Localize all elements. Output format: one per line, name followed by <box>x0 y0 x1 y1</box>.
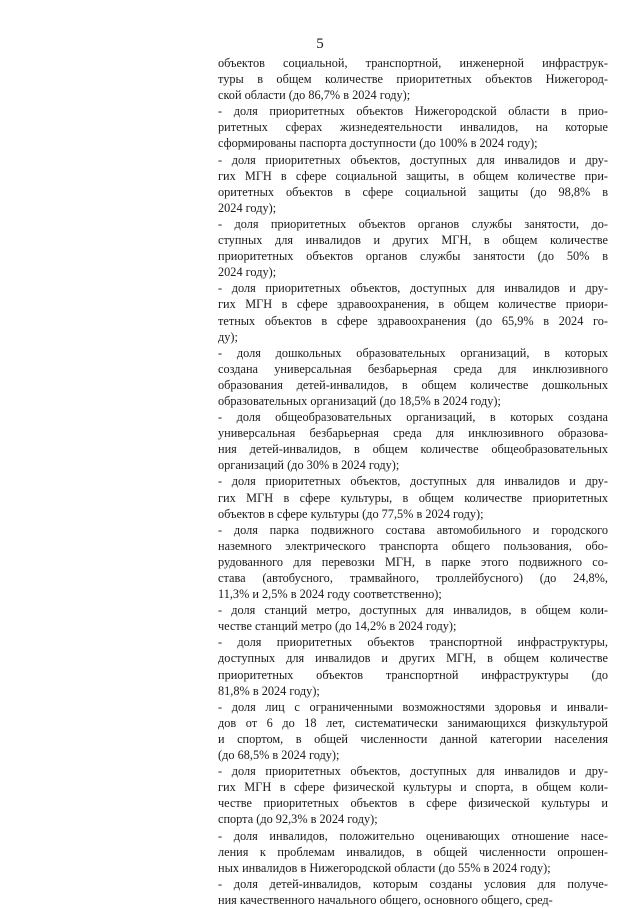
text-line: - доля дошкольных образовательных организаций, в которых <box>218 345 608 360</box>
paragraph <box>218 55 608 103</box>
text-line: - доля общеобразовательных организаций, в которых создана <box>218 410 608 425</box>
paragraph <box>218 763 608 827</box>
paragraph <box>218 280 608 344</box>
text-line: (до 68,5% в 2024 году); <box>218 748 340 763</box>
text-line: - доля приоритетных объектов, доступных для инвалидов и дру- <box>218 152 608 167</box>
text-line: гих МГН в сфере культуры, в общем количестве приоритетных <box>218 490 608 505</box>
text-line: - доля приоритетных объектов, доступных для инвалидов и дру- <box>218 281 608 296</box>
text-line: дов от 6 до 18 лет, систематически занимающихся физкультурой <box>218 715 608 730</box>
text-line: - доля лиц с ограниченными возможностями здоровья и инвали- <box>218 699 608 714</box>
text-line: гих МГН в сфере здравоохранения, в общем количестве приори- <box>218 297 608 312</box>
text-line: - доля парка подвижного состава автомобильного и городского <box>218 522 608 537</box>
text-line: гих МГН в сфере социальной защиты, в общем количестве при- <box>218 168 608 183</box>
text-line: 11,3% и 2,5% в 2024 году соответственно); <box>218 587 442 602</box>
text-line: - доля приоритетных объектов транспортной инфраструктуры, <box>218 635 608 650</box>
text-line: организаций (до 30% в 2024 году); <box>218 458 400 473</box>
text-line: универсальная безбарьерная среда для инклюзивного образова- <box>218 426 608 441</box>
paragraph <box>218 345 608 409</box>
text-line: ния качественного начального общего, основного общего, сред- <box>218 892 553 907</box>
paragraph <box>218 828 608 876</box>
paragraph <box>218 473 608 521</box>
text-line: честве станций метро (до 14,2% в 2024 году); <box>218 619 457 634</box>
text-line: объектов социальной, транспортной, инженерной инфраструк- <box>218 56 608 70</box>
document-body <box>218 55 608 908</box>
text-line: - доля приоритетных объектов органов службы занятости, до- <box>218 216 608 231</box>
text-line: оритетных объектов в сфере социальной защиты (до 98,8% в <box>218 184 608 199</box>
text-line: приоритетных объектов органов службы занятости (до 50% в <box>218 249 608 264</box>
text-line: сформированы паспорта доступности (до 100% в 2024 году); <box>218 136 538 151</box>
paragraph <box>218 699 608 763</box>
text-line: - доля приоритетных объектов, доступных для инвалидов и дру- <box>218 764 608 779</box>
text-line: тетных объектов в сфере здравоохранения (до 65,9% в 2024 го- <box>218 313 608 328</box>
paragraph <box>218 152 608 216</box>
text-line: - доля инвалидов, положительно оценивающих отношение насе- <box>218 828 608 843</box>
paragraph <box>218 216 608 280</box>
text-line: 2024 году); <box>218 265 277 280</box>
text-line: - доля приоритетных объектов, доступных для инвалидов и дру- <box>218 474 608 489</box>
text-line: - доля станций метро, доступных для инвалидов, в общем коли- <box>218 603 608 618</box>
text-line: образования детей-инвалидов, в общем количестве дошкольных <box>218 377 608 392</box>
text-line: и спортом, в общей численности данной категории населения <box>218 731 608 746</box>
paragraph <box>218 409 608 473</box>
text-line: ритетных сферах жизнедеятельности инвалидов, на которые <box>218 120 608 135</box>
text-line: создана универсальная безбарьерная среда для инклюзивного <box>218 361 608 376</box>
text-line: туры в общем количестве приоритетных объектов Нижегород- <box>218 72 608 87</box>
text-line: доступных для инвалидов и других МГН, в общем количестве <box>218 651 608 666</box>
text-line: наземного электрического транспорта общего пользования, обо- <box>218 538 608 553</box>
text-line: - доля детей-инвалидов, которым созданы условия для получе- <box>218 876 608 891</box>
text-line: ступных для инвалидов и других МГН, в общем количестве <box>218 233 608 248</box>
text-line: спорта (до 92,3% в 2024 году); <box>218 812 378 827</box>
page-number: 5 <box>316 36 324 52</box>
paragraph <box>218 522 608 602</box>
paragraph <box>218 876 608 908</box>
text-line: става (автобусного, трамвайного, троллейбусного) (до 24,8%, <box>218 571 608 585</box>
text-line: - доля приоритетных объектов Нижегородской области в прио- <box>218 104 608 119</box>
text-line: гих МГН в сфере физической культуры и спорта, в общем коли- <box>218 780 608 795</box>
text-line: ных инвалидов в Нижегородской области (до 55% в 2024 году); <box>218 860 551 875</box>
text-line: 81,8% в 2024 году); <box>218 683 320 698</box>
paragraph <box>218 103 608 151</box>
text-line: честве приоритетных объектов в сфере физической культуры и <box>218 796 608 811</box>
text-line: ния детей-инвалидов, в общем количестве общеобразовательных <box>218 442 608 457</box>
text-line: приоритетных объектов транспортной инфраструктуры (до <box>218 667 608 682</box>
text-line: рудованного для перевозки МГН, в парке этого подвижного со- <box>218 554 608 569</box>
text-line: объектов в сфере культуры (до 77,5% в 2024 году); <box>218 506 484 521</box>
text-line: ления к проблемам инвалидов, в общей численности опрошен- <box>218 844 608 859</box>
text-line: образовательных организаций (до 18,5% в 2024 году); <box>218 393 501 408</box>
text-line: ду); <box>218 329 238 344</box>
paragraph <box>218 602 608 634</box>
text-line: 2024 году); <box>218 200 277 215</box>
text-line: ской области (до 86,7% в 2024 году); <box>218 88 411 103</box>
paragraph <box>218 634 608 698</box>
